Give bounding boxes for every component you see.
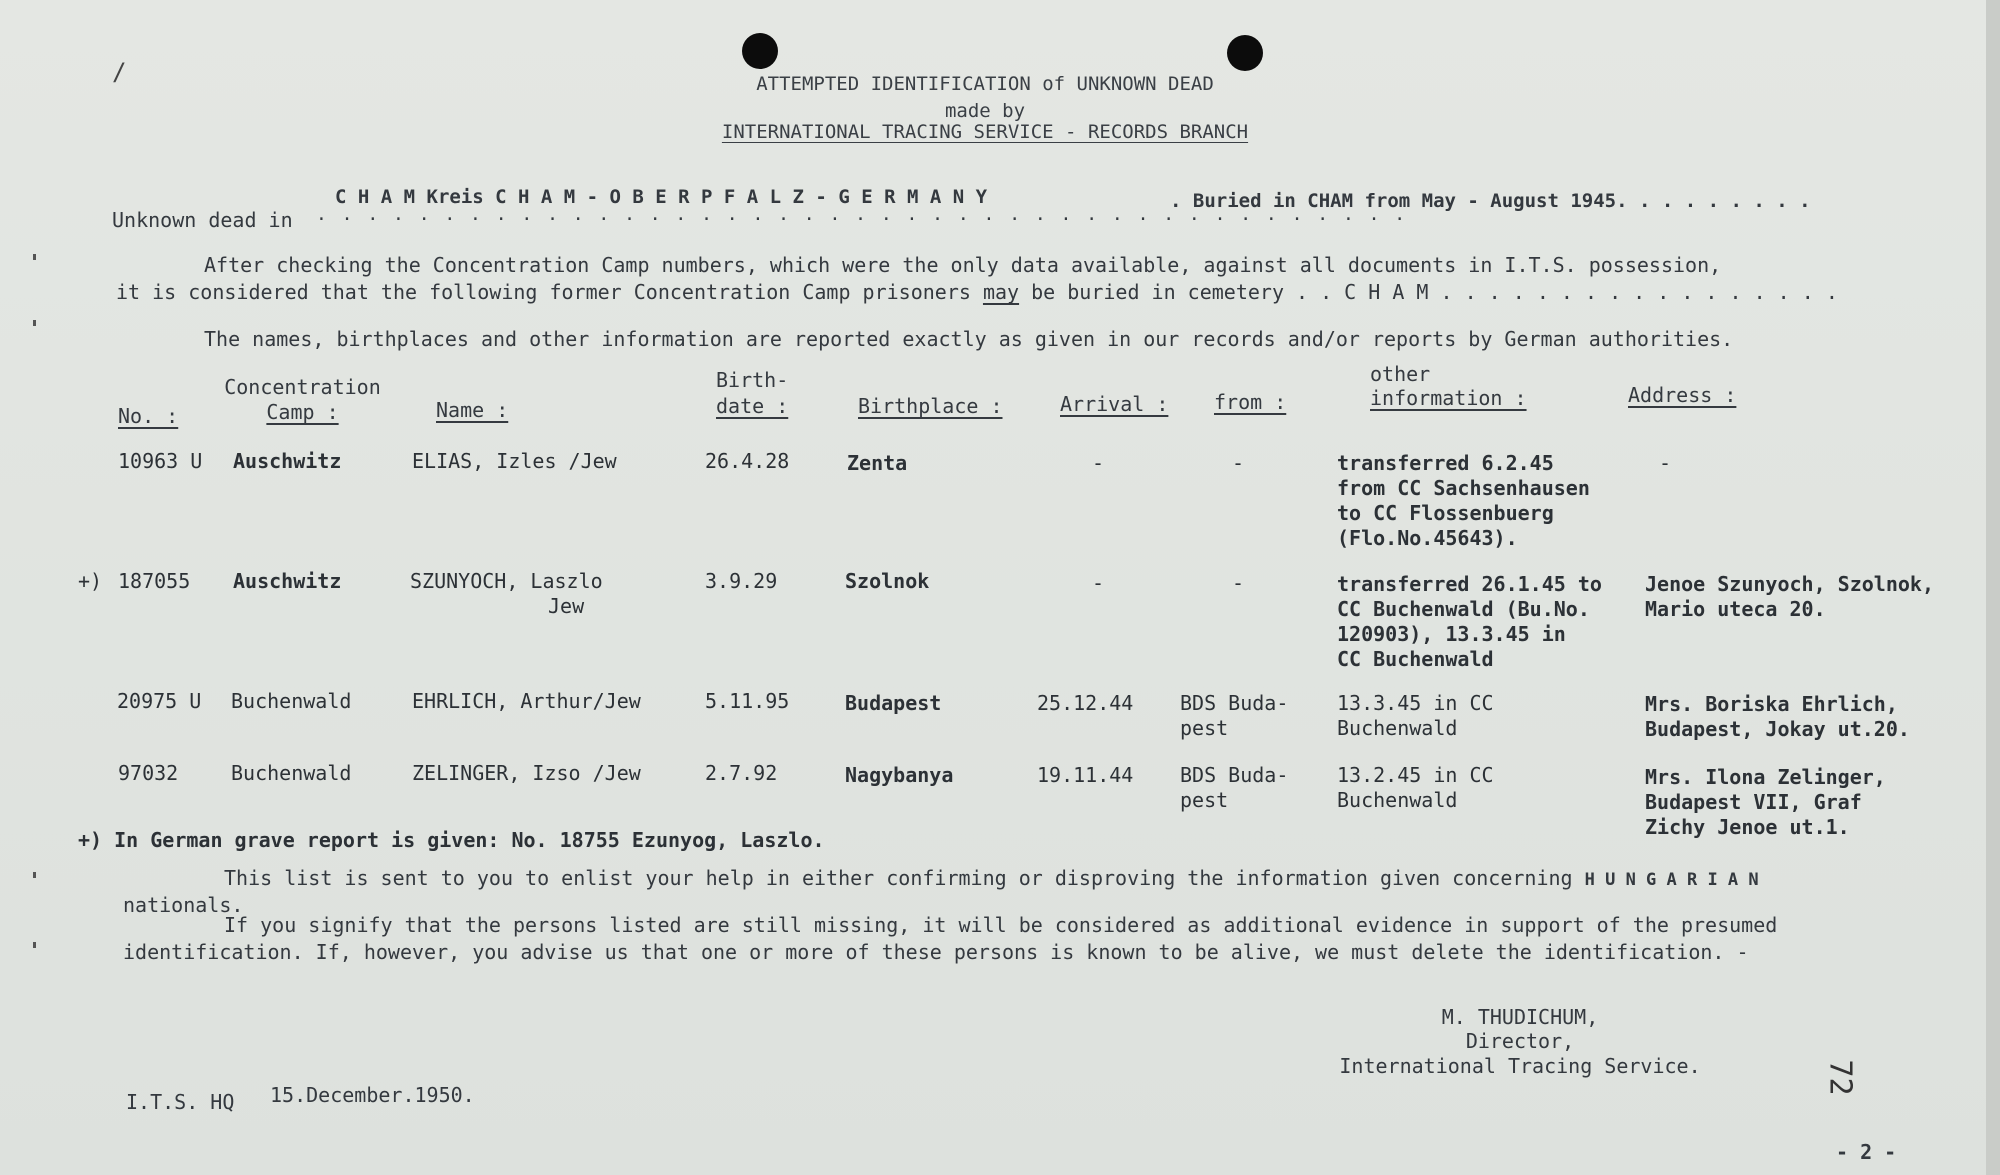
row-birthdate: 5.11.95 (705, 689, 790, 713)
may-emphasis: may (982, 280, 1020, 304)
row-birthplace: Szolnok (845, 569, 930, 593)
intro-line-3: The names, birthplaces and other information are reported exactly as given in our records and/or reports by German authorities. (204, 327, 1734, 351)
document-date: 15.December.1950. (270, 1083, 475, 1107)
row-arrival: 19.11.44 (1037, 763, 1134, 787)
row-other-info: 13.2.45 in CC Buchenwald (1337, 763, 1494, 812)
row-arrival: - (1092, 451, 1105, 475)
col-header-birthdate-1: Birth- (716, 368, 789, 392)
title-line-3: INTERNATIONAL TRACING SERVICE - RECORDS BRANCH (721, 121, 1249, 143)
col-header-other-2: information : (1370, 386, 1527, 410)
row-name: EHRLICH, Arthur/Jew (412, 689, 641, 713)
unknown-dead-label: Unknown dead in (112, 208, 293, 232)
row-no: 10963 U (118, 449, 203, 473)
row-other-info: 13.3.45 in CC Buchenwald (1337, 691, 1494, 740)
col-header-birthdate-2: date : (716, 394, 789, 418)
closing-line-2: nationals. (123, 893, 244, 917)
burial-period: . Buried in CHAM from May - August 1945. . . . . . . . . (1170, 190, 1811, 212)
unknown-dead-dots: . . . . . . . . . . . . . . . . . . . . . . . . . . . . . . . . . . . . . . . . . . . (316, 204, 1408, 225)
row-no: 20975 U (117, 689, 202, 713)
row-arrival: 25.12.44 (1037, 691, 1134, 715)
row-camp: Auschwitz (233, 449, 342, 473)
margin-tick (33, 320, 36, 326)
margin-tick (33, 942, 36, 948)
row-name: SZUNYOCH, Laszlo (410, 569, 603, 593)
row-from: BDS Buda- pest (1180, 763, 1289, 812)
row-address: Jenoe Szunyoch, Szolnok, Mario uteca 20. (1645, 572, 1934, 621)
row-birthplace: Nagybanya (845, 763, 954, 787)
row-from: BDS Buda- pest (1180, 691, 1289, 740)
row-arrival: - (1092, 571, 1105, 595)
title-line-1: ATTEMPTED IDENTIFICATION of UNKNOWN DEAD (756, 73, 1214, 95)
nationality: H U N G A R I A N (1584, 870, 1759, 890)
row-address: Mrs. Boriska Ehrlich, Budapest, Jokay ut.20. (1645, 692, 1910, 741)
signature-org: International Tracing Service. (1339, 1054, 1701, 1078)
signature-name: M. THUDICHUM, (1441, 1005, 1599, 1029)
corner-mark: / (112, 58, 127, 86)
punch-hole-right (1227, 35, 1263, 71)
row-from: - (1232, 451, 1245, 475)
col-header-from: from : (1214, 390, 1287, 414)
col-header-other-1: other (1370, 362, 1431, 386)
row-name: ELIAS, Izles /Jew (412, 449, 617, 473)
col-header-birthplace: Birthplace : (858, 394, 1003, 418)
closing-line-4: identification. If, however, you advise us that one or more of these persons is known to be alive, we must delete the identification. - (123, 940, 1749, 964)
side-number: 72 (1822, 1059, 1858, 1096)
col-header-address: Address : (1628, 383, 1737, 407)
row-address: - (1659, 451, 1672, 475)
row-address: Mrs. Ilona Zelinger, Budapest VII, Graf Zichy Jenoe ut.1. (1645, 765, 1886, 839)
burial-place: C H A M Kreis C H A M - O B E R P F A L Z - G E R M A N Y (335, 186, 988, 208)
footnote: +) In German grave report is given: No. 18755 Ezunyog, Laszlo. (78, 828, 825, 852)
margin-tick (33, 254, 36, 260)
row-birthdate: 2.7.92 (705, 761, 778, 785)
row-birthdate: 26.4.28 (705, 449, 790, 473)
row-birthdate: 3.9.29 (705, 569, 778, 593)
page-number: - 2 - (1836, 1140, 1897, 1164)
punch-hole-left (742, 33, 778, 69)
row-name: ZELINGER, Izso /Jew (412, 761, 641, 785)
col-header-camp-1: Concentration (224, 375, 381, 399)
col-header-camp-2: Camp : (266, 400, 339, 424)
row-camp: Auschwitz (233, 569, 342, 593)
signature-role: Director, (1465, 1029, 1575, 1053)
row-camp: Buchenwald (231, 761, 352, 785)
row-name-2: Jew (548, 594, 585, 618)
margin-tick (33, 872, 36, 878)
closing-line-3: If you signify that the persons listed are still missing, it will be considered as additional evidence in support of the presumed (224, 913, 1778, 937)
row-prefix: +) (78, 569, 103, 593)
row-no: 187055 (118, 569, 191, 593)
intro-line-1: After checking the Concentration Camp numbers, which were the only data available, against all documents in I.T.S. possession, (204, 253, 1722, 277)
title-line-2: made by (944, 100, 1026, 122)
intro-line-2: it is considered that the following former Concentration Camp prisoners may be buried in cemetery . . C H A M . . . . . . . . . . . . . . . . . (116, 280, 1838, 304)
page-edge (1986, 0, 2000, 1175)
col-header-no: No. : (118, 404, 179, 428)
row-camp: Buchenwald (231, 689, 352, 713)
row-birthplace: Zenta (847, 451, 908, 475)
row-other-info: transferred 26.1.45 to CC Buchenwald (Bu.No. 120903), 13.3.45 in CC Buchenwald (1337, 572, 1602, 671)
col-header-name: Name : (436, 398, 509, 422)
row-birthplace: Budapest (845, 691, 942, 715)
row-other-info: transferred 6.2.45 from CC Sachsenhausen to CC Flossenbuerg (Flo.No.45643). (1337, 451, 1590, 550)
row-from: - (1232, 571, 1245, 595)
place-label: I.T.S. HQ (126, 1090, 235, 1114)
closing-line-1: This list is sent to you to enlist your help in either confirming or disproving the information given concerning H U N G A R I A N (224, 866, 1759, 890)
row-no: 97032 (118, 761, 179, 785)
col-header-arrival: Arrival : (1060, 392, 1169, 416)
